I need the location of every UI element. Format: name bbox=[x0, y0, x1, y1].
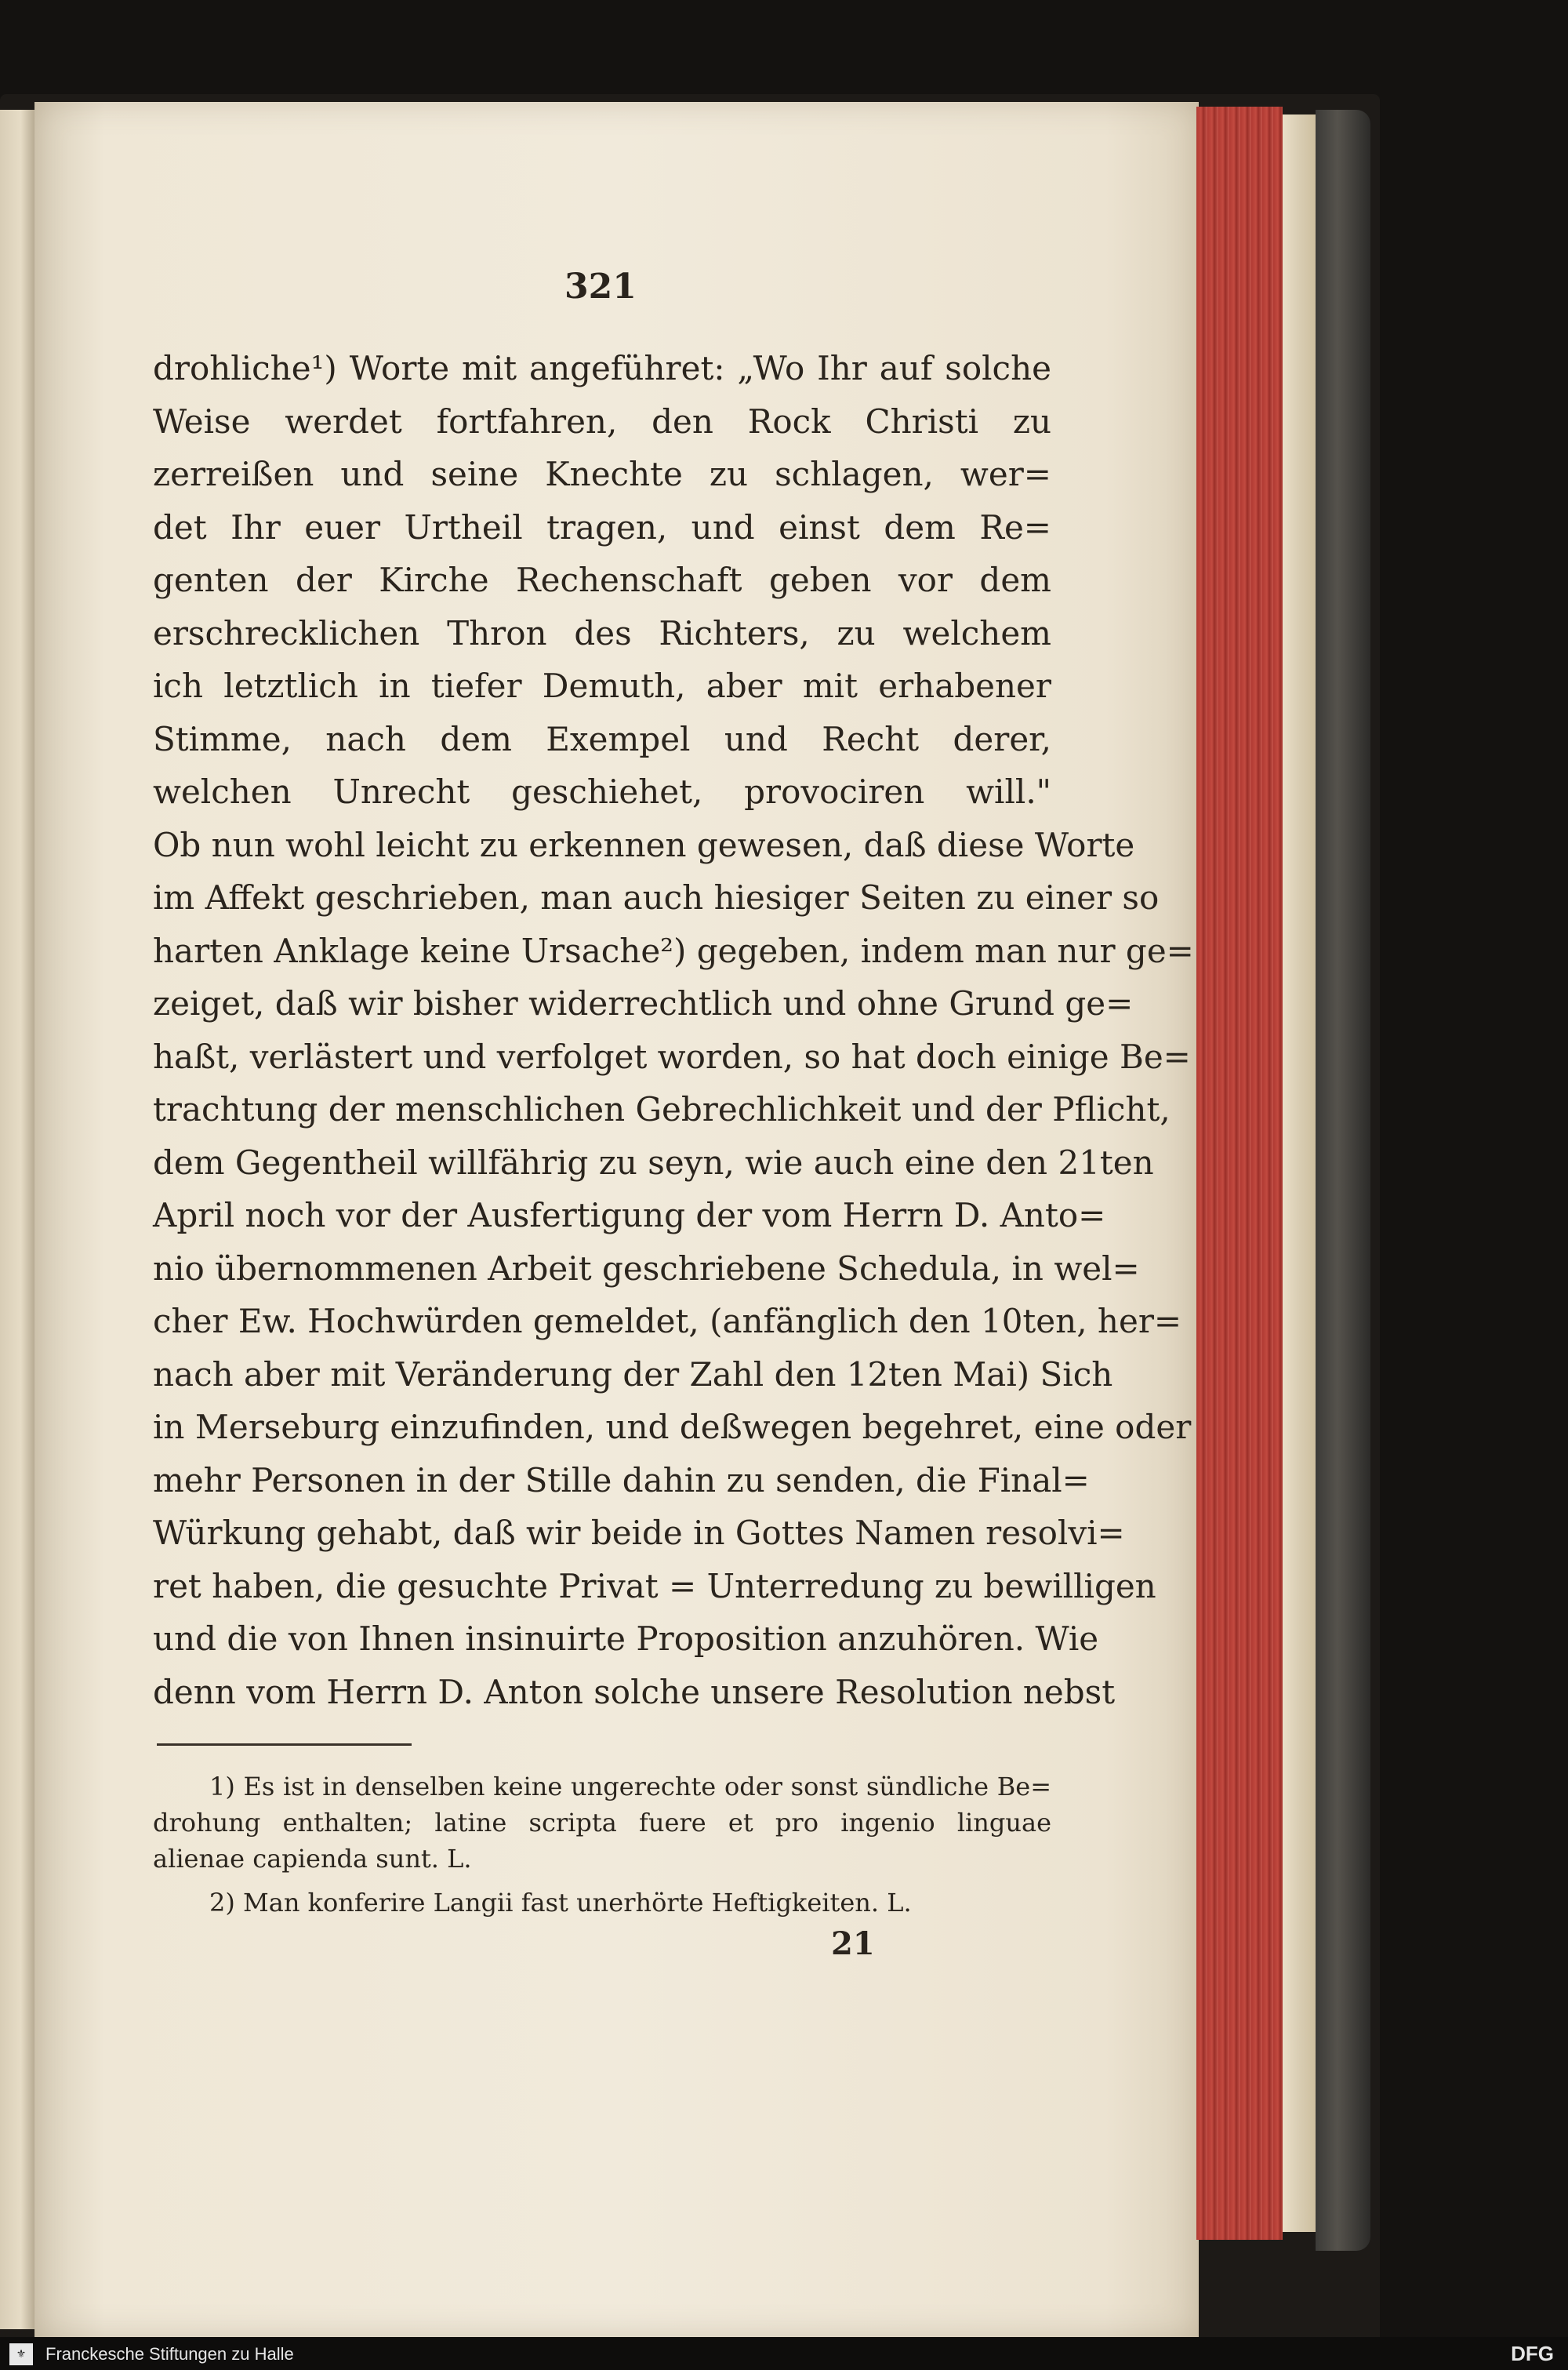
text-line: Ob nun wohl leicht zu erkennen gewesen, daß diese Worte bbox=[153, 825, 1135, 864]
text-line: Weise werdet fortfahren, den Rock Christi zu bbox=[153, 402, 1051, 441]
text-line: denn vom Herrn D. Anton solche unsere Resolution nebst bbox=[153, 1672, 1116, 1711]
institution-logo-icon: ⚜ bbox=[9, 2343, 33, 2365]
page-number: 321 bbox=[564, 267, 637, 307]
text-line: April noch vor der Ausfertigung der vom Herrn D. Anto= bbox=[153, 1196, 1106, 1234]
text-line: erschrecklichen Thron des Richters, zu welchem bbox=[153, 613, 1051, 652]
text-line: zeiget, daß wir bisher widerrechtlich und ohne Grund ge= bbox=[153, 984, 1134, 1023]
text-line: in Merseburg einzufinden, und deßwegen begehret, eine oder bbox=[153, 1408, 1192, 1446]
footnote-1-line: 1) Es ist in denselben keine ungerechte oder sonst sündliche Be= bbox=[209, 1772, 1051, 1801]
text-line: haßt, verlästert und verfolget worden, so hat doch einige Be= bbox=[153, 1037, 1191, 1076]
footnote-rule bbox=[157, 1743, 412, 1746]
dfg-logo: DFG bbox=[1511, 2342, 1554, 2365]
footnote-1-line: drohung enthalten; latine scripta fuere et pro ingenio linguae bbox=[153, 1808, 1051, 1837]
footnote-2-line: 2) Man konferire Langii fast unerhörte Heftigkeiten. L. bbox=[209, 1888, 912, 1917]
text-line: nio übernommenen Arbeit geschriebene Schedula, in wel= bbox=[153, 1249, 1140, 1288]
text-line: ret haben, die gesuchte Privat = Unterredung zu bewilligen bbox=[153, 1566, 1156, 1605]
text-line: Stimme, nach dem Exempel und Recht derer, bbox=[153, 719, 1051, 758]
text-line: ich letztlich in tiefer Demuth, aber mit erhabener bbox=[153, 667, 1051, 705]
body-text bbox=[153, 342, 1194, 1718]
text-line: und die von Ihnen insinuirte Proposition anzuhören. Wie bbox=[153, 1619, 1099, 1658]
text-line: det Ihr euer Urtheil tragen, und einst dem Re= bbox=[153, 507, 1051, 547]
book-binding bbox=[1316, 110, 1370, 2251]
page-edges-red bbox=[1196, 107, 1283, 2240]
text-line: harten Anklage keine Ursache²) gegeben, indem man nur ge= bbox=[153, 931, 1194, 970]
text-line: Würkung gehabt, daß wir beide in Gottes Namen resolvi= bbox=[153, 1514, 1125, 1552]
text-line: im Affekt geschrieben, man auch hiesiger Seiten zu einer so bbox=[153, 878, 1160, 917]
text-line: dem Gegentheil willfährig zu seyn, wie auch eine den 21ten bbox=[153, 1143, 1154, 1182]
footnotes bbox=[153, 1768, 1051, 1921]
left-page-edge bbox=[0, 110, 36, 2329]
text-line: welchen Unrecht geschiehet, provociren will." bbox=[153, 772, 1051, 811]
text-line: zerreißen und seine Knechte zu schlagen, wer= bbox=[153, 455, 1051, 493]
signature-mark: 21 bbox=[831, 1925, 875, 1962]
text-line: drohliche¹) Worte mit angeführet: „Wo Ihr auf solche bbox=[153, 349, 1051, 387]
text-line: trachtung der menschlichen Gebrechlichkeit und der Pflicht, bbox=[153, 1090, 1171, 1129]
footer-institution: Franckesche Stiftungen zu Halle bbox=[45, 2344, 294, 2364]
text-line: mehr Personen in der Stille dahin zu senden, die Final= bbox=[153, 1460, 1090, 1499]
text-line: genten der Kirche Rechenschaft geben vor dem bbox=[153, 561, 1051, 599]
page-edges-light bbox=[1283, 115, 1316, 2232]
text-line: cher Ew. Hochwürden gemeldet, (anfänglich den 10ten, her= bbox=[153, 1302, 1182, 1340]
footnote-1-line: alienae capienda sunt. L. bbox=[153, 1844, 472, 1874]
text-line: nach aber mit Veränderung der Zahl den 12ten Mai) Sich bbox=[153, 1354, 1113, 1394]
